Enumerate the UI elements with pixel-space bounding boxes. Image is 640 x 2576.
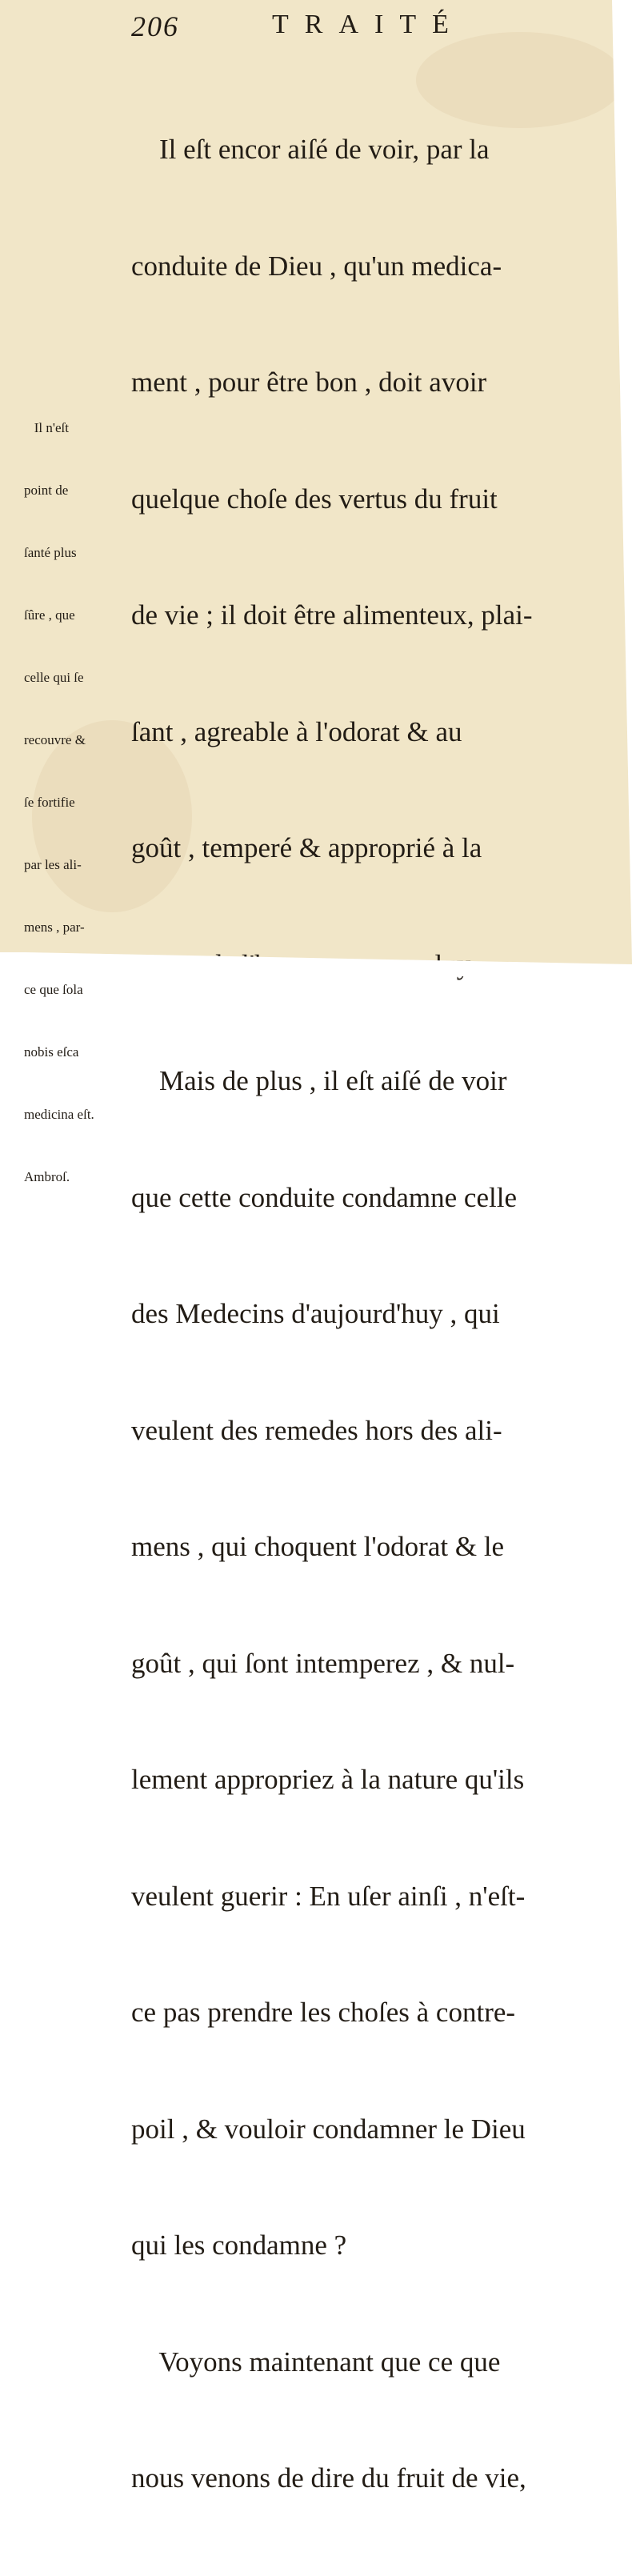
main-text-block [131,53,595,2576]
margin-note-line: ſûre , que [24,607,75,623]
text-line: Voyons maintenant que ce que [131,2346,501,2378]
margin-note-line: recouvre & [24,732,86,747]
text-line: conduite de Dieu , qu'un medica- [131,250,502,282]
margin-note-line: Ambroſ. [24,1169,70,1184]
margin-note-line: point de [24,483,69,498]
text-line: de vie ; il doit être alimenteux, plai- [131,599,533,631]
page-header [131,10,483,54]
margin-note-line: ce que ſola [24,982,83,997]
text-line: poil , & vouloir condamner le Dieu [131,2113,526,2145]
text-line: que cette conduite condamne celle [131,1181,517,1213]
text-line: veulent guerir : En uſer ainſi , n'eſt- [131,1880,526,1912]
text-line: ce pas prendre les choſes à contre- [131,1997,516,2028]
text-line: Mais de plus , il eſt aiſé de voir [131,1065,507,1096]
margin-note-line: celle qui ſe [24,670,84,685]
text-line: Il eſt encor aiſé de voir, par la [131,134,490,165]
margin-note-line: medicina eſt. [24,1107,94,1122]
page-number: 206 [131,10,179,42]
text-line: goût , temperé & approprié à la [131,832,482,863]
text-line: mens , qui choquent l'odorat & le [131,1531,505,1562]
text-line: quelque choſe des vertus du fruit [131,483,498,515]
text-line: ment , pour être bon , doit avoir [131,367,487,398]
text-line: lement appropriez à la nature qu'ils [131,1764,525,1795]
text-line: veulent des remedes hors des ali- [131,1414,502,1446]
margin-note-line: ſe fortifie [24,795,75,810]
margin-note-line: par les ali- [24,857,82,872]
margin-note [24,376,136,1229]
text-line: ſant , agreable à l'odorat & au [131,715,462,747]
text-line: des Medecins d'aujourd'huy , qui [131,1298,500,1329]
text-line: goût , qui ſont intemperez , & nul- [131,1647,515,1679]
margin-note-line: ſanté plus [24,545,77,560]
text-line: nous venons de dire du fruit de vie, [131,2462,526,2494]
margin-note-line: mens , par- [24,919,85,935]
running-title: TRAITÉ [272,10,465,39]
text-line: qui les condamne ? [131,2229,347,2261]
margin-note-line: Il n'eſt [24,420,69,435]
margin-note-line: nobis eſca [24,1044,79,1060]
